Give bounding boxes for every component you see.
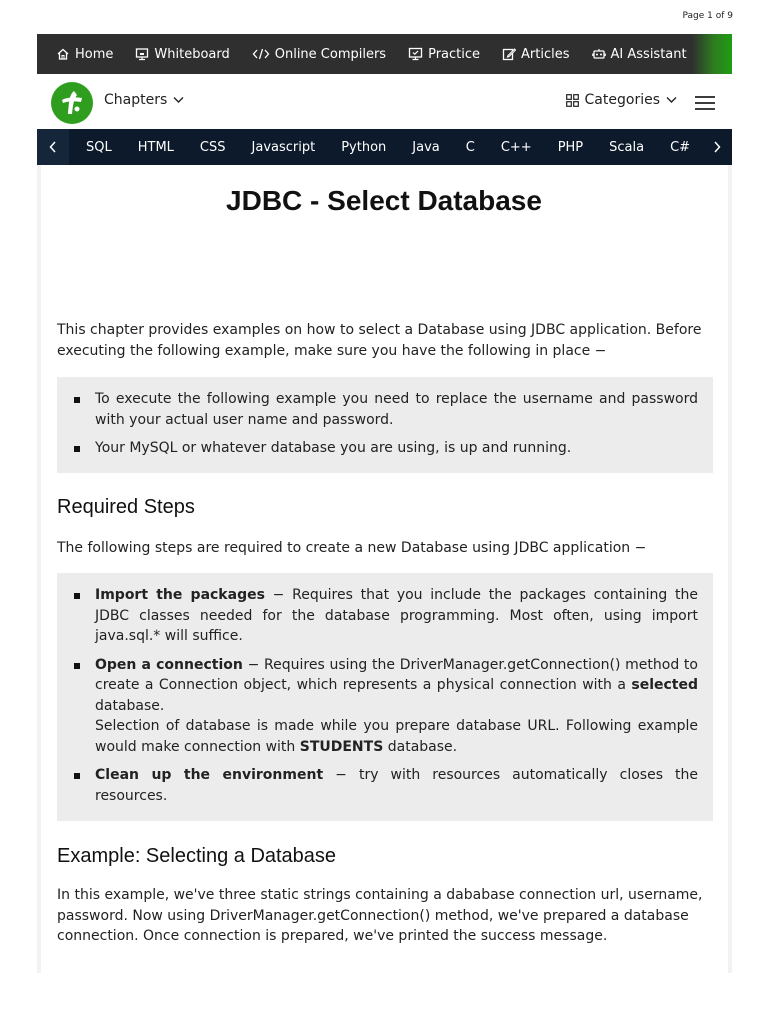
lang-python[interactable]: Python (341, 139, 387, 155)
language-list (69, 140, 732, 155)
menu-button[interactable] (695, 95, 715, 114)
lang-css[interactable]: CSS (199, 139, 226, 155)
steps-list (72, 585, 698, 806)
list-item (72, 585, 698, 647)
lang-java[interactable]: Java (412, 139, 440, 155)
logo-mark-icon (51, 82, 93, 124)
language-bar (37, 129, 732, 165)
lang-c[interactable]: C (465, 139, 475, 155)
home-icon (56, 47, 70, 61)
chapters-label: Chapters (104, 92, 168, 108)
categories-dropdown[interactable] (566, 92, 677, 108)
example-heading: Example: Selecting a Database (57, 845, 337, 867)
practice-icon (408, 47, 423, 61)
grid-icon (566, 94, 579, 107)
whiteboard-icon (135, 47, 149, 61)
lang-javascript[interactable]: Javascript (251, 139, 316, 155)
top-navigation (37, 34, 732, 74)
step-text: database. (383, 738, 458, 755)
list-item (72, 765, 698, 806)
chevron-right-icon (713, 141, 721, 153)
list-item (72, 655, 698, 758)
lang-html[interactable]: HTML (137, 139, 174, 155)
step-title: Clean up the environment (95, 767, 324, 783)
list-item: To execute the following example you need to replace the username and password with your actual user name and password. (72, 389, 698, 430)
required-steps-heading: Required Steps (57, 496, 195, 518)
hamburger-icon (695, 96, 715, 110)
step-text: − Requires using the DriverManager.getConnection() method to create a Connection object, which represents a physical connection with a (95, 656, 698, 693)
page-title: JDBC - Select Database (226, 185, 542, 216)
nav-whiteboard-label: Whiteboard (154, 46, 230, 62)
chevron-left-icon (49, 141, 57, 153)
steps-box (57, 573, 713, 821)
nav-home-label: Home (75, 46, 114, 62)
lang-php[interactable]: PHP (557, 139, 584, 155)
step-text: database. (95, 697, 165, 714)
intro-paragraph: This chapter provides examples on how to select a Database using JDBC application. Before executing the following example, make sure you have the following in place − (57, 322, 702, 359)
nav-ai-assistant-label: AI Assistant (610, 46, 687, 62)
step-text: Selection of database is made while you prepare database URL. Following example would make connection with (95, 718, 698, 755)
nav-ai-assistant[interactable] (581, 34, 698, 74)
code-icon (252, 47, 270, 61)
site-header (37, 74, 732, 129)
step-emphasis: selected (631, 677, 698, 693)
step-title: Open a connection (95, 656, 243, 673)
nav-whiteboard[interactable] (124, 34, 240, 74)
chevron-down-icon (666, 96, 677, 104)
categories-label: Categories (584, 92, 660, 108)
steps-intro-paragraph: The following steps are required to create a new Database using JDBC application − (57, 540, 647, 556)
scroll-left-button[interactable] (37, 129, 69, 165)
nav-home[interactable] (37, 34, 124, 74)
lang-csharp[interactable]: C# (670, 139, 691, 155)
step-title: Import the packages (95, 587, 265, 603)
scroll-right-button[interactable] (692, 129, 732, 165)
nav-online-compilers[interactable] (241, 34, 397, 74)
example-paragraph: In this example, we've three static strings containing a dababase connection url, username, password. Now using DriverManager.getConnection() method, we've prepared a database connection. Once connection is prepared, we've printed the success message. (57, 887, 703, 944)
page-indicator: Page 1 of 9 (682, 11, 733, 21)
nav-practice-label: Practice (428, 46, 481, 62)
prerequisites-box (57, 377, 713, 473)
chevron-down-icon (173, 96, 184, 104)
nav-scroll-fade (692, 34, 732, 74)
lang-sql[interactable]: SQL (86, 139, 112, 155)
list-item: Your MySQL or whatever database you are using, is up and running. (72, 438, 698, 459)
step-text: − Requires that you include the packages containing the JDBC classes needed for the database programming. Most often, using import java.sql.* will suffice. (95, 587, 698, 644)
nav-articles-label: Articles (521, 46, 570, 62)
nav-practice[interactable] (397, 34, 491, 74)
lang-scala[interactable]: Scala (609, 139, 645, 155)
nav-articles[interactable] (491, 34, 580, 74)
chapters-dropdown[interactable] (104, 92, 184, 108)
site-logo[interactable] (51, 82, 93, 124)
edit-icon (502, 47, 516, 61)
step-text: − try with resources automatically closes the resources. (95, 767, 698, 804)
prerequisites-list (72, 389, 698, 459)
step-emphasis: STUDENTS (299, 738, 384, 755)
robot-icon (592, 47, 606, 61)
nav-online-compilers-label: Online Compilers (274, 46, 387, 62)
lang-cpp[interactable]: C++ (500, 139, 532, 155)
